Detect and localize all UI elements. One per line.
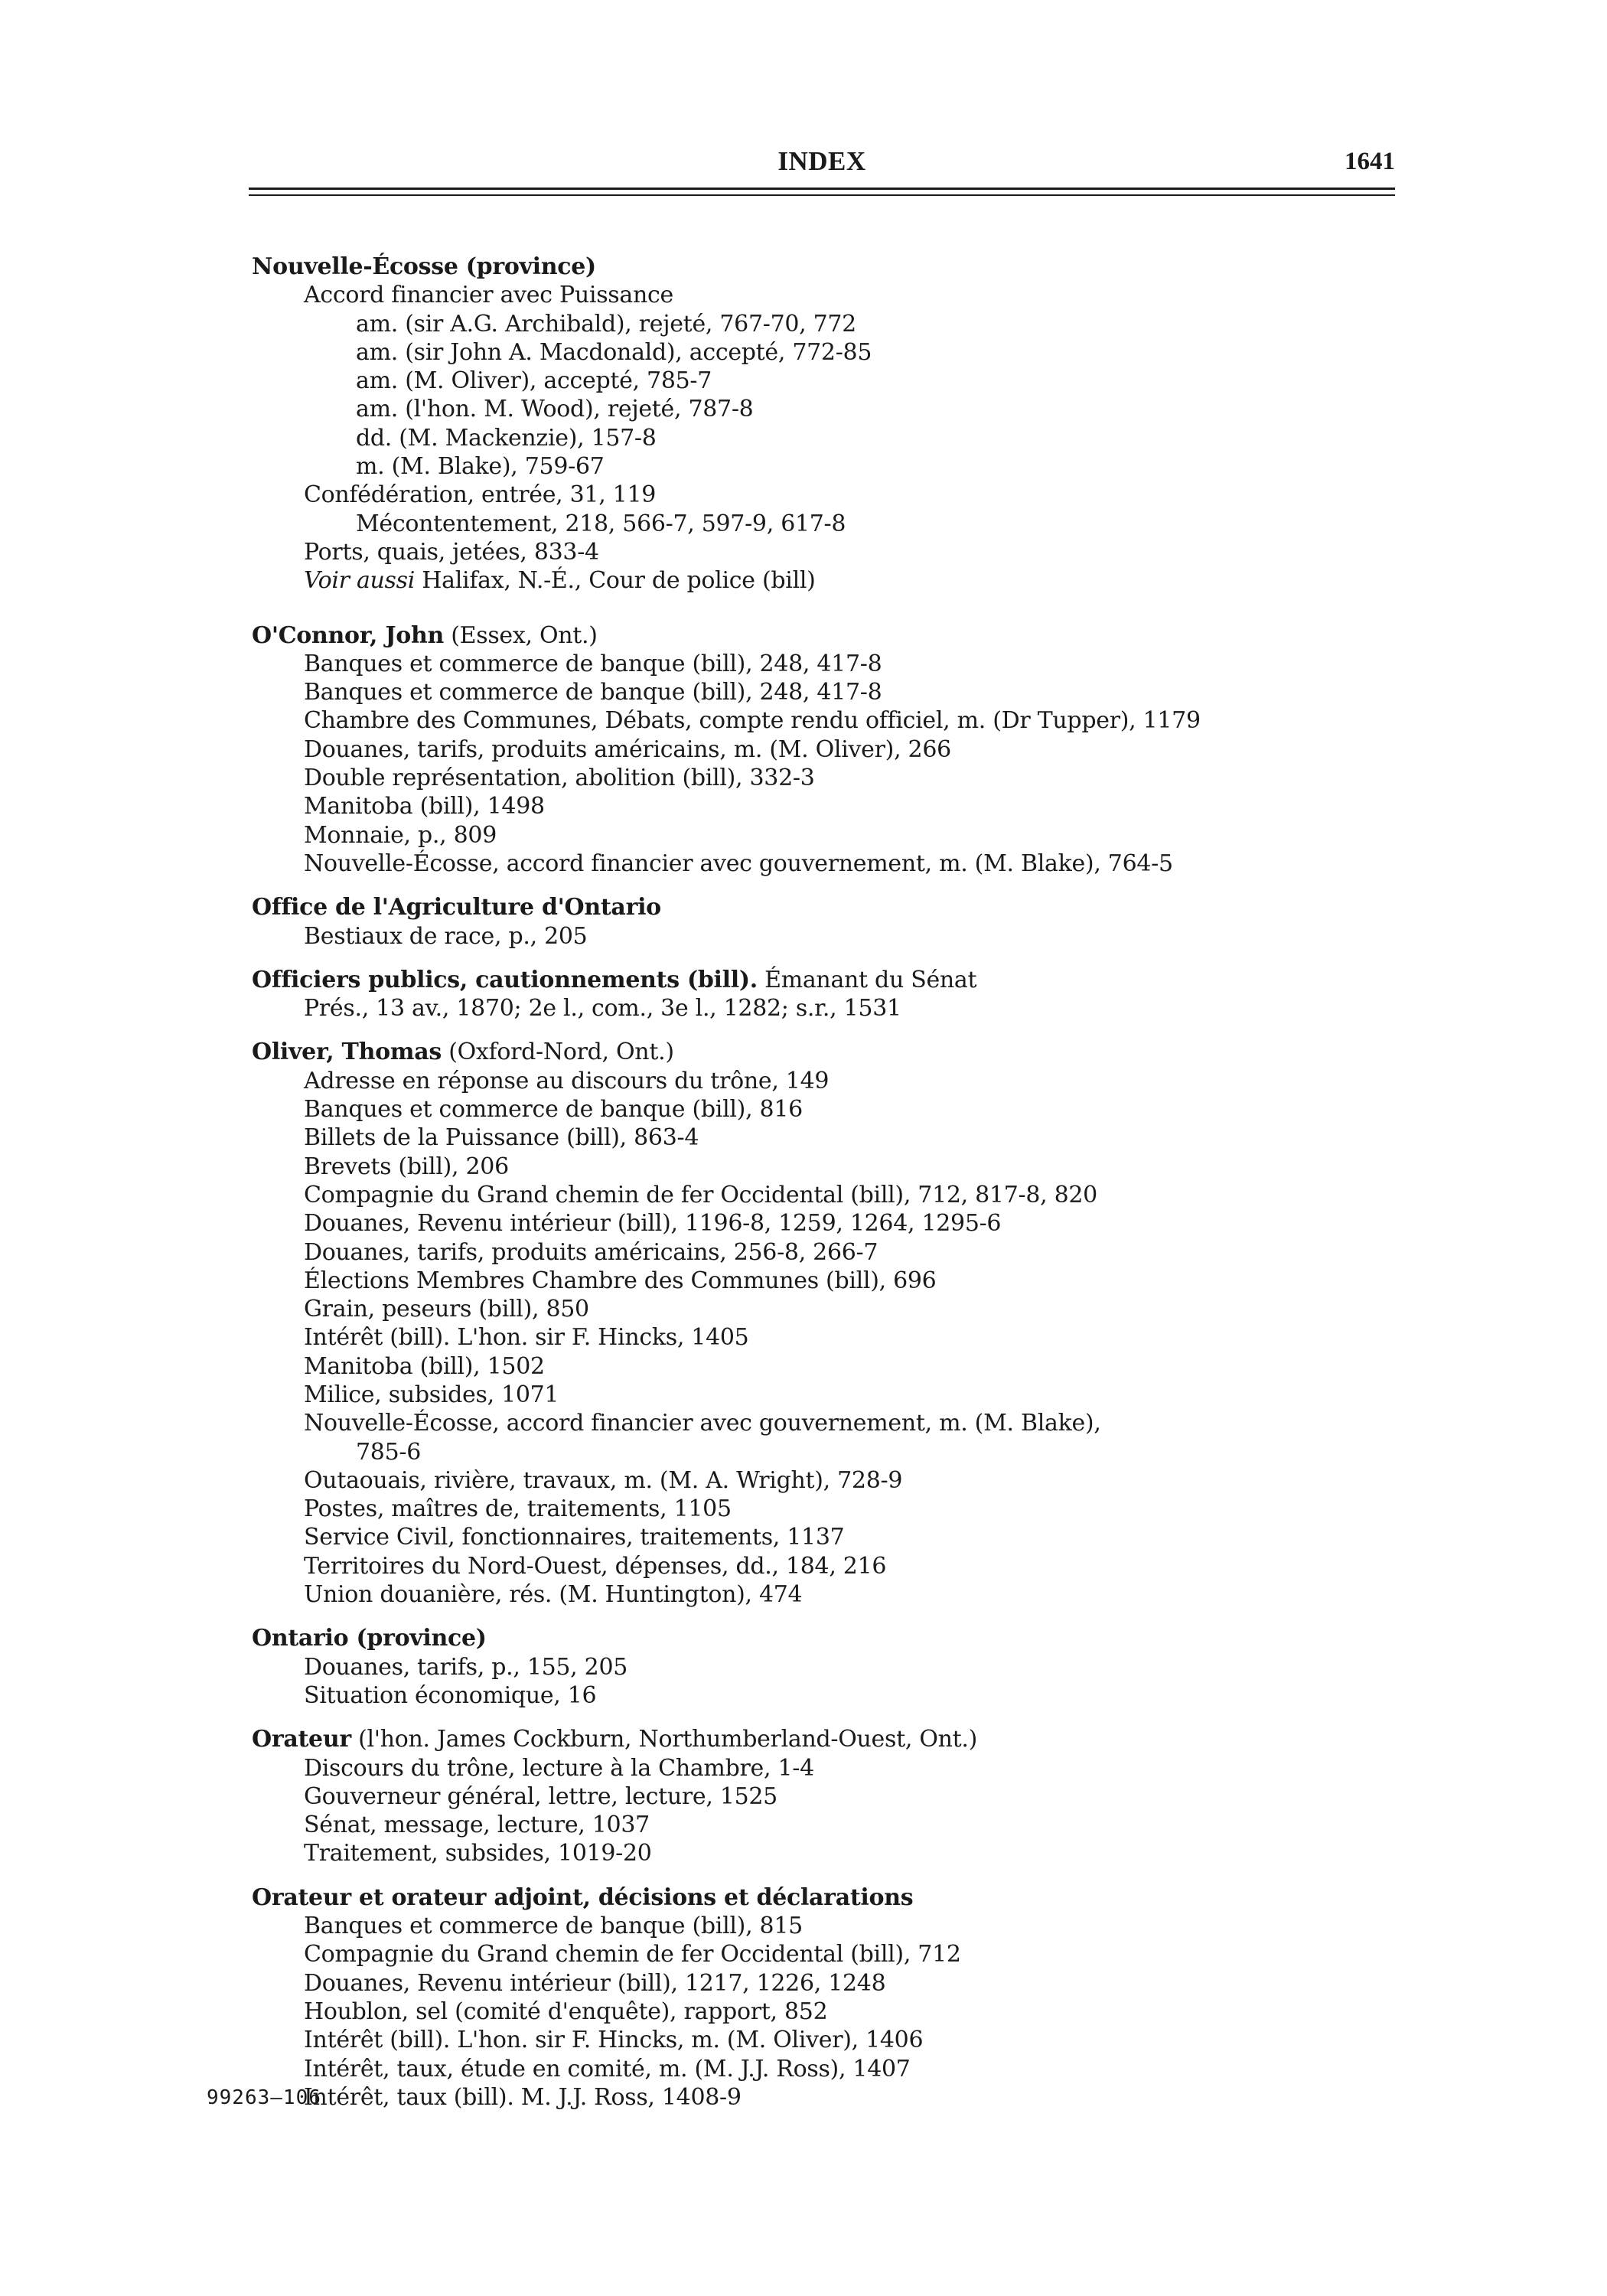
item-text: am. (M. Oliver), accepté, 785-7	[356, 367, 712, 395]
item-text: Traitement, subsides, 1019-20	[304, 1840, 652, 1867]
item-text: Union douanière, rés. (M. Huntington), 474	[304, 1581, 803, 1609]
heading-name: Office de l'Agriculture d'Ontario	[252, 894, 661, 921]
heading-name: Officiers publics, cautionnements (bill).	[252, 966, 758, 993]
subentry-item	[252, 510, 1415, 538]
entry-item	[252, 850, 1415, 878]
item-text: am. (l'hon. M. Wood), rejeté, 787-8	[356, 396, 754, 423]
entry-heading	[252, 1624, 1415, 1652]
entry-item	[252, 1969, 1415, 1998]
item-text: Manitoba (bill), 1502	[304, 1352, 545, 1380]
entry-item	[252, 1754, 1415, 1782]
item-text: Douanes, tarifs, p., 155, 205	[304, 1653, 628, 1681]
entry-heading	[252, 893, 1415, 921]
entry-heading	[252, 1038, 1415, 1066]
entry-item	[252, 1409, 1415, 1437]
item-text: Intérêt (bill). L'hon. sir F. Hincks, m. (M. Oliver), 1406	[304, 2027, 924, 2054]
subentry-item	[252, 310, 1415, 338]
entry-item	[252, 1681, 1415, 1710]
item-text: Situation économique, 16	[304, 1681, 597, 1709]
item-text: Intérêt (bill). L'hon. sir F. Hincks, 1405	[304, 1324, 749, 1352]
item-text: Douanes, tarifs, produits américains, m. (M. Oliver), 266	[304, 735, 951, 763]
index-body	[252, 237, 1415, 2112]
item-text: Chambre des Communes, Débats, compte rendu officiel, m. (Dr Tupper), 1179	[304, 707, 1201, 735]
entry-item	[252, 1381, 1415, 1409]
index-entry	[252, 1883, 1415, 2112]
heading-name: Oliver, Thomas	[252, 1039, 442, 1066]
index-entry	[252, 1725, 1415, 1867]
item-text: Manitoba (bill), 1498	[304, 793, 545, 820]
item-text: Ports, quais, jetées, 833-4	[304, 538, 599, 566]
subentry-item	[252, 424, 1415, 452]
index-entry	[252, 893, 1415, 951]
item-text: Postes, maîtres de, traitements, 1105	[304, 1495, 732, 1523]
entry-item	[252, 735, 1415, 764]
index-entry	[252, 1038, 1415, 1609]
entry-heading	[252, 1883, 1415, 1912]
item-text: Douanes, Revenu intérieur (bill), 1196-8, 1259, 1264, 1295-6	[304, 1210, 1002, 1238]
subentry-item	[252, 338, 1415, 367]
index-entry	[252, 966, 1415, 1023]
entry-item	[252, 2083, 1415, 2112]
item-text: Compagnie du Grand chemin de fer Occidental (bill), 712, 817-8, 820	[304, 1181, 1097, 1208]
item-text: Brevets (bill), 206	[304, 1153, 509, 1180]
entry-item	[252, 994, 1415, 1022]
index-entry	[252, 1624, 1415, 1710]
item-text: Compagnie du Grand chemin de fer Occidental (bill), 712	[304, 1941, 961, 1968]
item-text: Service Civil, fonctionnaires, traitements, 1137	[304, 1524, 845, 1551]
item-text: Bestiaux de race, p., 205	[304, 922, 588, 950]
item-text: Confédération, entrée, 31, 119	[304, 481, 657, 509]
entry-item	[252, 922, 1415, 951]
subentry-item	[252, 1438, 1415, 1466]
entry-item	[252, 2055, 1415, 2083]
item-text: Accord financier avec Puissance	[304, 282, 673, 309]
entry-item	[252, 1181, 1415, 1209]
see-also-label: Voir aussi	[304, 567, 416, 595]
header-rule-bottom	[249, 194, 1395, 196]
entry-item	[252, 1067, 1415, 1095]
item-text: Banques et commerce de banque (bill), 248, 417-8	[304, 650, 882, 677]
item-text: Nouvelle-Écosse, accord financier avec gouvernement, m. (M. Blake), 764-5	[304, 850, 1173, 877]
entry-heading	[252, 253, 1415, 281]
item-text: Mécontentement, 218, 566-7, 597-9, 617-8	[356, 510, 846, 537]
entry-item	[252, 1839, 1415, 1867]
entry-item	[252, 706, 1415, 735]
item-text: Territoires du Nord-Ouest, dépenses, dd., 184, 216	[304, 1552, 887, 1580]
entry-item	[252, 1552, 1415, 1580]
item-text: Banques et commerce de banque (bill), 816	[304, 1096, 803, 1124]
entry-item	[252, 1998, 1415, 2026]
subentry-item	[252, 367, 1415, 395]
entry-item	[252, 1495, 1415, 1523]
print-code: 99263—106	[207, 2086, 321, 2109]
entry-item	[252, 821, 1415, 850]
header-rule-top	[249, 188, 1395, 190]
heading-name: Orateur	[252, 1726, 351, 1753]
entry-item	[252, 1580, 1415, 1609]
entry-heading	[252, 966, 1415, 994]
entry-item	[252, 1811, 1415, 1839]
heading-detail: (l'hon. James Cockburn, Northumberland-Ouest, Ont.)	[350, 1726, 978, 1753]
entry-item	[252, 1782, 1415, 1811]
entry-item	[252, 1153, 1415, 1181]
page-header	[249, 144, 1395, 179]
item-text: am. (sir John A. Macdonald), accepté, 772-85	[356, 338, 872, 366]
item-text: Double représentation, abolition (bill), 332-3	[304, 765, 815, 792]
item-text: Discours du trône, lecture à la Chambre, 1-4	[304, 1754, 814, 1782]
item-text: Intérêt, taux, étude en comité, m. (M. J.J. Ross), 1407	[304, 2055, 911, 2082]
item-text: Adresse en réponse au discours du trône, 149	[304, 1067, 830, 1094]
entry-item	[252, 1940, 1415, 1968]
heading-name: Ontario (province)	[252, 1625, 487, 1652]
item-text: Douanes, tarifs, produits américains, 256-8, 266-7	[304, 1238, 878, 1266]
heading-name: O'Connor, John	[252, 621, 444, 649]
item-text: Douanes, Revenu intérieur (bill), 1217, 1226, 1248	[304, 1969, 886, 1997]
entry-heading	[252, 1725, 1415, 1753]
entry-item	[252, 792, 1415, 820]
item-text: Houblon, sel (comité d'enquête), rapport, 852	[304, 1998, 828, 2025]
item-text: Gouverneur général, lettre, lecture, 1525	[304, 1782, 777, 1810]
running-title: INDEX	[777, 146, 866, 176]
subentry-item	[252, 452, 1415, 481]
item-text: dd. (M. Mackenzie), 157-8	[356, 424, 657, 452]
entry-item	[252, 1267, 1415, 1295]
heading-name: Orateur et orateur adjoint, décisions et déclarations	[252, 1883, 914, 1911]
item-text: Nouvelle-Écosse, accord financier avec gouvernement, m. (M. Blake),	[304, 1410, 1101, 1437]
heading-detail: Émanant du Sénat	[757, 966, 977, 993]
entry-heading	[252, 621, 1415, 650]
entry-item	[252, 1912, 1415, 1940]
item-text: Outaouais, rivière, travaux, m. (M. A. Wright), 728-9	[304, 1466, 903, 1494]
item-text: am. (sir A.G. Archibald), rejeté, 767-70, 772	[356, 310, 856, 338]
entry-item	[252, 1124, 1415, 1152]
entry-item	[252, 2026, 1415, 2054]
entry-item	[252, 481, 1415, 509]
item-text: Halifax, N.-É., Cour de police (bill)	[415, 567, 816, 595]
item-text: Milice, subsides, 1071	[304, 1381, 559, 1408]
item-text: Billets de la Puissance (bill), 863-4	[304, 1124, 699, 1152]
index-entry	[252, 621, 1415, 879]
entry-item	[252, 1295, 1415, 1323]
entry-item	[252, 650, 1415, 678]
index-entry	[252, 253, 1415, 595]
heading-detail: (Oxford-Nord, Ont.)	[441, 1039, 674, 1066]
item-text: Monnaie, p., 809	[304, 821, 497, 849]
entry-item	[252, 566, 1415, 595]
item-text: 785-6	[356, 1438, 421, 1466]
entry-item	[252, 1653, 1415, 1681]
heading-name: Nouvelle-Écosse (province)	[252, 253, 596, 280]
item-text: Banques et commerce de banque (bill), 248, 417-8	[304, 679, 882, 706]
heading-detail: (Essex, Ont.)	[443, 621, 598, 649]
entry-item	[252, 678, 1415, 706]
entry-item	[252, 1095, 1415, 1124]
entry-item	[252, 1466, 1415, 1495]
item-text: Grain, peseurs (bill), 850	[304, 1296, 589, 1323]
entry-item	[252, 1523, 1415, 1551]
item-text: Prés., 13 av., 1870; 2e l., com., 3e l., 1282; s.r., 1531	[304, 995, 901, 1022]
subentry-item	[252, 395, 1415, 423]
entry-item	[252, 281, 1415, 309]
entry-item	[252, 538, 1415, 566]
entry-item	[252, 1209, 1415, 1238]
item-text: Élections Membres Chambre des Communes (bill), 696	[304, 1267, 937, 1294]
page-number: 1641	[1345, 148, 1395, 175]
item-text: Sénat, message, lecture, 1037	[304, 1812, 650, 1839]
entry-item	[252, 1238, 1415, 1267]
entry-item	[252, 764, 1415, 792]
item-text: Banques et commerce de banque (bill), 815	[304, 1913, 803, 1940]
entry-item	[252, 1323, 1415, 1352]
item-text: Intérêt, taux (bill). M. J.J. Ross, 1408-9	[304, 2083, 742, 2111]
item-text: m. (M. Blake), 759-67	[356, 453, 605, 481]
entry-item	[252, 1352, 1415, 1381]
